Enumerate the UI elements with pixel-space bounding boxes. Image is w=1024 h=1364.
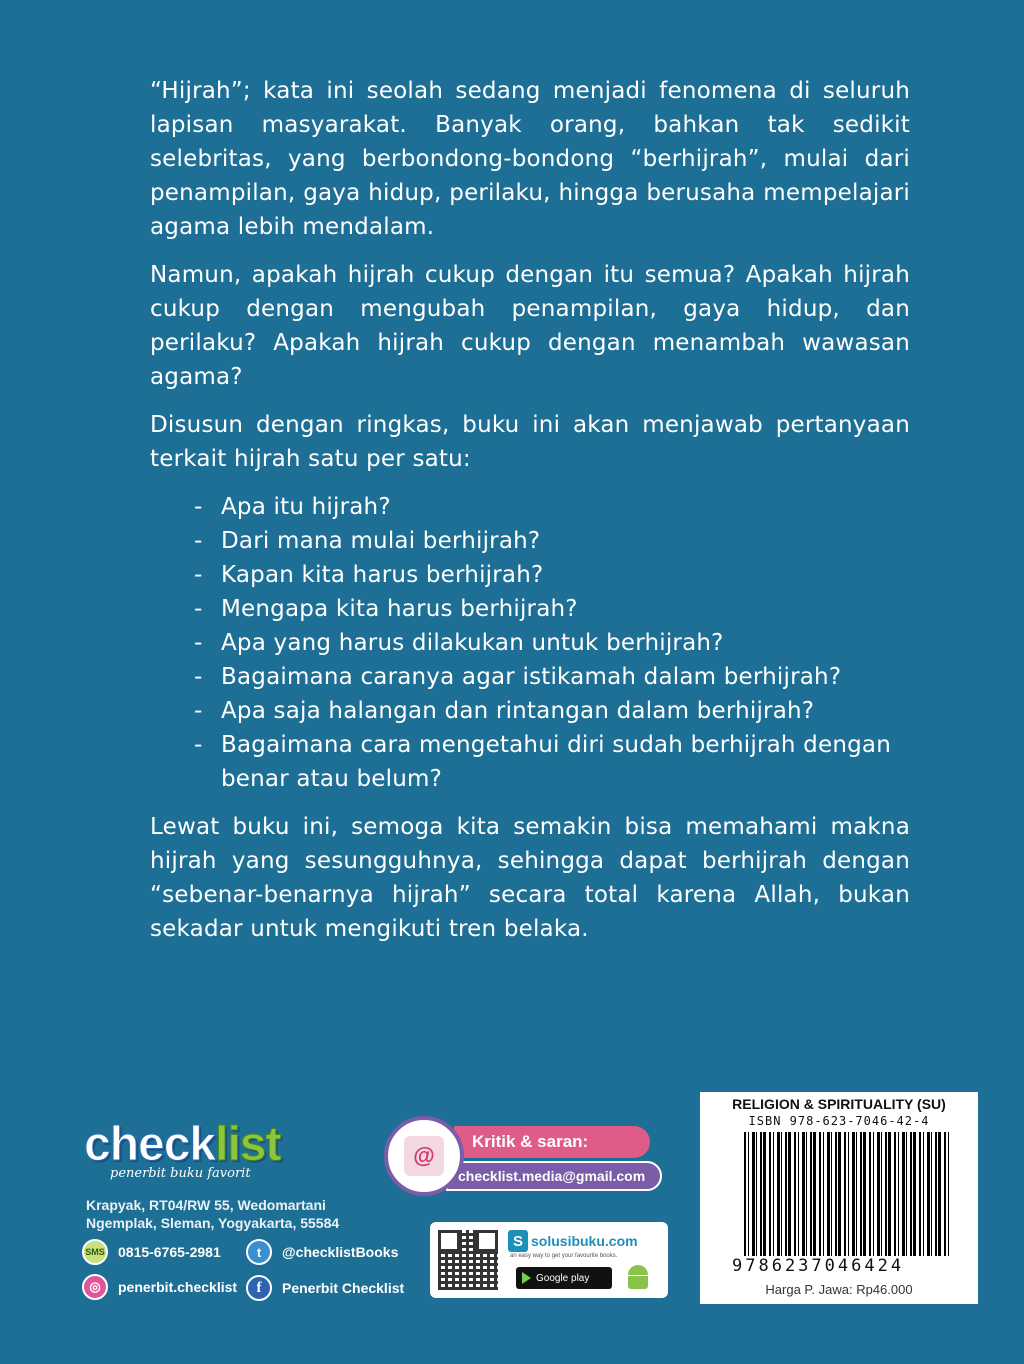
email-icon: @ xyxy=(404,1136,444,1176)
question-item: - Mengapa kita harus berhijrah? xyxy=(194,592,910,626)
qr-code-icon xyxy=(438,1230,498,1290)
contact-instagram xyxy=(82,1274,237,1300)
android-icon xyxy=(626,1265,650,1289)
publisher-address xyxy=(86,1196,339,1232)
question-item: - Bagaimana caranya agar istikamah dalam berhijrah? xyxy=(194,660,910,694)
publisher-logo xyxy=(84,1120,280,1181)
twitter-handle: @checklistBooks xyxy=(282,1244,399,1260)
question-item: - Apa itu hijrah? xyxy=(194,490,910,524)
google-play-label: Google play xyxy=(536,1272,590,1284)
feedback-label: Kritik & saran: xyxy=(454,1126,650,1158)
blurb-paragraph-2: Namun, apakah hijrah cukup dengan itu semua? Apakah hijrah cukup dengan mengubah penampilan, gaya hidup, dan perilaku? Apakah hijrah cukup dengan menambah wawasan agama? xyxy=(150,262,910,390)
instagram-handle: penerbit.checklist xyxy=(118,1279,238,1295)
book-category: RELIGION & SPIRITUALITY (SU) xyxy=(732,1096,946,1112)
blurb-paragraph-3: Disusun dengan ringkas, buku ini akan menjawab pertanyaan terkait hijrah satu per satu: xyxy=(150,412,910,472)
publisher-tagline: penerbit buku favorit xyxy=(110,1166,251,1181)
facebook-name: Penerbit Checklist xyxy=(282,1280,405,1296)
phone-number: 0815-6765-2981 xyxy=(118,1244,221,1260)
question-item: - Apa yang harus dilakukan untuk berhijrah? xyxy=(194,626,910,660)
instagram-icon: ◎ xyxy=(82,1274,108,1300)
contact-phone xyxy=(82,1239,221,1265)
logo-text-list: list xyxy=(215,1118,281,1171)
store-name: solusibuku.com xyxy=(531,1233,638,1249)
blurb-paragraph-4: Lewat buku ini, semoga kita semakin bisa memahami makna hijrah yang sesungguhnya, sehingga dapat berhijrah dengan “sebenar-benarnya hijrah” secara total karena Allah, bukan sekadar untuk mengikuti tren belaka. xyxy=(150,814,910,942)
store-logo xyxy=(508,1230,638,1252)
twitter-icon: t xyxy=(246,1239,272,1265)
feedback-email: checklist.media@gmail.com xyxy=(446,1161,662,1191)
price-label: Harga P. Jawa: Rp46.000 xyxy=(765,1282,913,1297)
question-item: - Bagaimana cara mengetahui diri sudah berhijrah dengan benar atau belum? xyxy=(194,728,910,796)
store-s-icon: S xyxy=(508,1230,528,1252)
contact-twitter xyxy=(246,1239,398,1265)
back-cover-blurb xyxy=(150,74,910,960)
question-list xyxy=(194,490,910,796)
question-item: - Kapan kita harus berhijrah? xyxy=(194,558,910,592)
barcode-bars xyxy=(744,1132,952,1258)
address-line-2: Ngemplak, Sleman, Yogyakarta, 55584 xyxy=(86,1215,340,1231)
store-box xyxy=(430,1222,668,1298)
email-circle xyxy=(384,1116,464,1196)
sms-icon: SMS xyxy=(82,1239,108,1265)
facebook-icon: f xyxy=(246,1275,272,1301)
address-line-1: Krapyak, RT04/RW 55, Wedomartani xyxy=(86,1197,326,1213)
isbn-text: ISBN 978-623-7046-42-4 xyxy=(748,1114,930,1128)
barcode-panel xyxy=(700,1092,978,1304)
question-item: - Dari mana mulai berhijrah? xyxy=(194,524,910,558)
blurb-paragraph-1: “Hijrah”; kata ini seolah sedang menjadi fenomena di seluruh lapisan masyarakat. Banyak orang, bahkan tak sedikit selebritas, yang berbondong-bondong “berhijrah”, mulai dari penampilan, gaya hidup, perilaku, hingga berusaha mempelajari agama lebih mendalam. xyxy=(150,78,910,240)
google-play-badge xyxy=(516,1267,612,1289)
play-icon xyxy=(522,1272,531,1284)
question-item: - Apa saja halangan dan rintangan dalam berhijrah? xyxy=(194,694,910,728)
barcode-number: 9786237046424 xyxy=(732,1256,962,1276)
store-tagline: an easy way to get your favourite books. xyxy=(510,1253,618,1259)
feedback-badge xyxy=(384,1116,664,1196)
logo-text-check: check xyxy=(84,1118,216,1171)
contact-facebook xyxy=(246,1275,404,1301)
